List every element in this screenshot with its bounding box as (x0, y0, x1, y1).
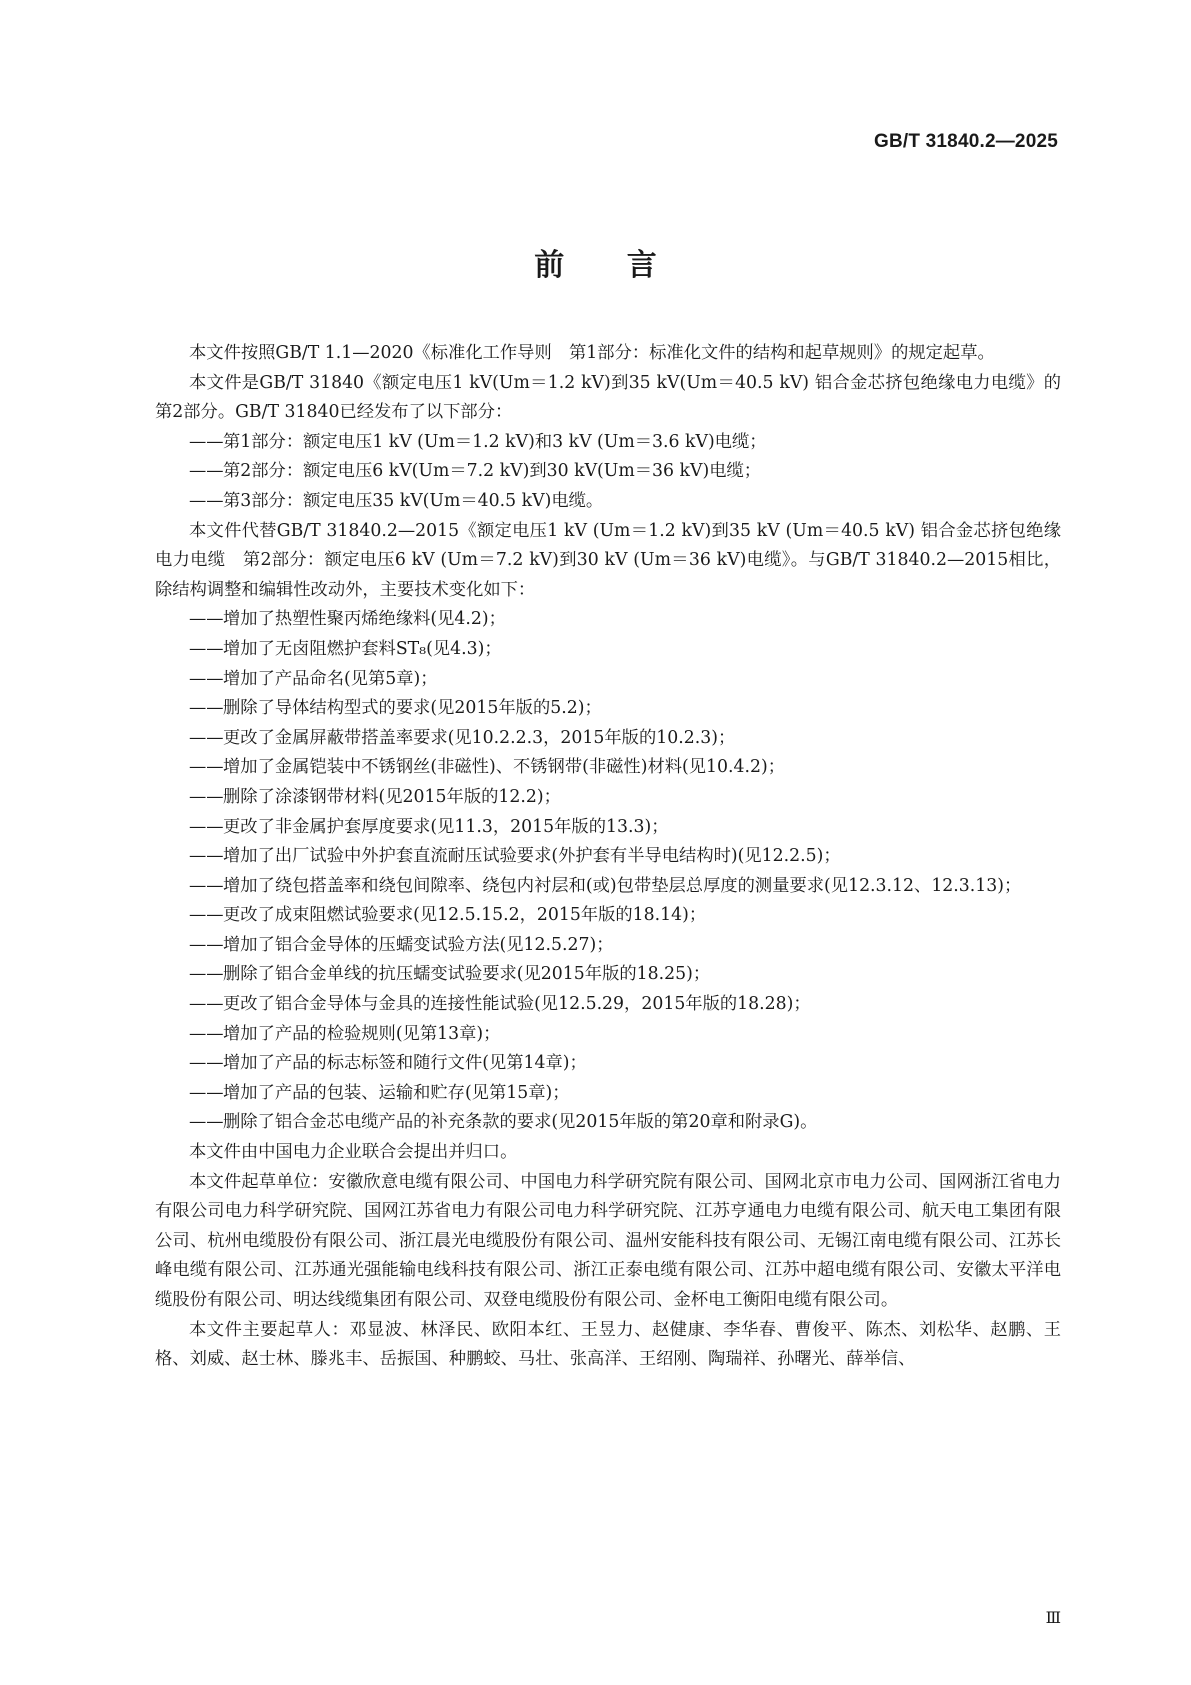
dash: —— (189, 609, 224, 630)
dash: —— (189, 1112, 224, 1133)
dash: —— (189, 905, 224, 926)
list-item (189, 635, 1061, 665)
page-number: Ⅲ (1045, 1608, 1061, 1627)
dash: —— (189, 1053, 224, 1074)
list-item (189, 1108, 1061, 1138)
paragraph-replacement: 本文件代替GB/T 31840.2—2015《额定电压1 kV (Um＝1.2 kV)到35 kV (Um＝40.5 kV) 铝合金芯挤包绝缘电力电缆 第2部分：额定电压6 kV (Um＝7.2 kV)到30 kV (Um＝36 kV)电缆》。与GB/T 31840.2—2015相比，除结构调整和编辑性改动外，主要技术变化如下： (155, 520, 1061, 600)
list-item (189, 487, 1061, 517)
list-item (189, 428, 1061, 458)
list-item-text: 增加了金属铠装中不锈钢丝(非磁性)、不锈钢带(非磁性)材料(见10.4.2)； (223, 757, 786, 778)
list-item-text: 更改了铝合金导体与金具的连接性能试验(见12.5.29，2015年版的18.28)； (223, 994, 811, 1015)
list-item-text: 第2部分：额定电压6 kV(Um＝7.2 kV)到30 kV(Um＝36 kV)电缆； (223, 461, 762, 482)
list-item-text: 更改了非金属护套厚度要求(见11.3，2015年版的13.3)； (223, 816, 669, 837)
dash: —— (189, 934, 224, 955)
list-item (189, 457, 1061, 487)
dash: —— (189, 1082, 224, 1103)
list-item (189, 1079, 1061, 1109)
list-item (189, 1049, 1061, 1079)
list-item (189, 872, 1061, 902)
list-item-text: 增加了产品的包装、运输和贮存(见第15章)； (223, 1082, 570, 1103)
dash: —— (189, 994, 224, 1015)
list-item-text: 增加了产品命名(见第5章)； (223, 668, 438, 689)
list-item-text: 第3部分：额定电压35 kV(Um＝40.5 kV)电缆。 (223, 490, 604, 511)
dash: —— (189, 727, 224, 748)
changes-list (155, 605, 1061, 1138)
list-item (189, 753, 1061, 783)
dash: —— (189, 875, 224, 896)
list-item-text: 增加了产品的标志标签和随行文件(见第14章)； (223, 1053, 587, 1074)
paragraph-drafters: 本文件主要起草人：邓显波、林泽民、欧阳本红、王昱力、赵健康、李华春、曹俊平、陈杰、刘松华、赵鹏、王格、刘威、赵士林、滕兆丰、岳振国、种鹏蛟、马壮、张高洋、王绍刚、陶瑞祥、孙曙光、薛举信、 (155, 1319, 1061, 1370)
list-item (189, 931, 1061, 961)
list-item-text: 删除了涂漆钢带材料(见2015年版的12.2)； (223, 786, 561, 807)
list-item-text: 增加了热塑性聚丙烯绝缘料(见4.2)； (223, 609, 506, 630)
title-char-1: 前 (534, 248, 565, 283)
list-item (189, 960, 1061, 990)
paragraph-drafting-units: 本文件起草单位：安徽欣意电缆有限公司、中国电力科学研究院有限公司、国网北京市电力公司、国网浙江省电力有限公司电力科学研究院、国网江苏省电力有限公司电力科学研究院、江苏亨通电力电缆有限公司、航天电工集团有限公司、杭州电缆股份有限公司、浙江晨光电缆股份有限公司、温州安能科技有限公司、无锡江南电缆有限公司、江苏长峰电缆有限公司、江苏通光强能输电线科技有限公司、浙江正泰电缆有限公司、江苏中超电缆有限公司、安徽太平洋电缆股份有限公司、明达线缆集团有限公司、双登电缆股份有限公司、金杯电工衡阳电缆有限公司。 (155, 1171, 1061, 1310)
list-item-text: 删除了铝合金芯电缆产品的补充条款的要求(见2015年版的第20章和附录G)。 (223, 1112, 818, 1133)
list-item-text: 第1部分：额定电压1 kV (Um＝1.2 kV)和3 kV (Um＝3.6 kV)电缆； (223, 431, 767, 452)
list-item (189, 901, 1061, 931)
foreword-body (155, 339, 1061, 1375)
title-char-2: 言 (626, 248, 657, 283)
list-item (189, 1020, 1061, 1050)
list-item-text: 增加了无卤阻燃护套料ST₈(见4.3)； (223, 638, 502, 659)
dash: —— (189, 964, 224, 985)
dash: —— (189, 816, 224, 837)
list-item (189, 813, 1061, 843)
dash: —— (189, 786, 224, 807)
paragraph-series-intro: 本文件是GB/T 31840《额定电压1 kV(Um＝1.2 kV)到35 kV(Um＝40.5 kV) 铝合金芯挤包绝缘电力电缆》的第2部分。GB/T 31840已经发布了以下部分： (155, 372, 1061, 423)
list-item-text: 增加了绕包搭盖率和绕包间隙率、绕包内衬层和(或)包带垫层总厚度的测量要求(见12.3.12、12.3.13)； (223, 875, 1022, 896)
paragraph-proposer: 本文件由中国电力企业联合会提出并归口。 (189, 1142, 518, 1163)
dash: —— (189, 431, 224, 452)
list-item-text: 增加了铝合金导体的压蠕变试验方法(见12.5.27)； (223, 934, 614, 955)
dash: —— (189, 638, 224, 659)
dash: —— (189, 668, 224, 689)
dash: —— (189, 846, 224, 867)
dash: —— (189, 698, 224, 719)
list-item (189, 842, 1061, 872)
list-item-text: 增加了出厂试验中外护套直流耐压试验要求(外护套有半导电结构时)(见12.2.5)； (223, 846, 841, 867)
dash: —— (189, 757, 224, 778)
dash: —— (189, 490, 224, 511)
list-item-text: 删除了导体结构型式的要求(见2015年版的5.2)； (223, 698, 602, 719)
list-item (189, 665, 1061, 695)
dash: —— (189, 461, 224, 482)
paragraph-drafting-basis: 本文件按照GB/T 1.1—2020《标准化工作导则 第1部分：标准化文件的结构和起草规则》的规定起草。 (189, 343, 995, 363)
list-item-text: 更改了金属屏蔽带搭盖率要求(见10.2.2.3，2015年版的10.2.3)； (223, 727, 736, 748)
list-item-text: 删除了铝合金单线的抗压蠕变试验要求(见2015年版的18.25)； (223, 964, 711, 985)
dash: —— (189, 1023, 224, 1044)
list-item (189, 990, 1061, 1020)
list-item-text: 增加了产品的检验规则(见第13章)； (223, 1023, 501, 1044)
list-item-text: 更改了成束阻燃试验要求(见12.5.15.2，2015年版的18.14)； (223, 905, 707, 926)
list-item (189, 694, 1061, 724)
parts-list (155, 428, 1061, 517)
list-item (189, 605, 1061, 635)
page-title (0, 240, 1191, 284)
list-item (189, 783, 1061, 813)
list-item (189, 724, 1061, 754)
standard-code: GB/T 31840.2—2025 (873, 131, 1058, 152)
